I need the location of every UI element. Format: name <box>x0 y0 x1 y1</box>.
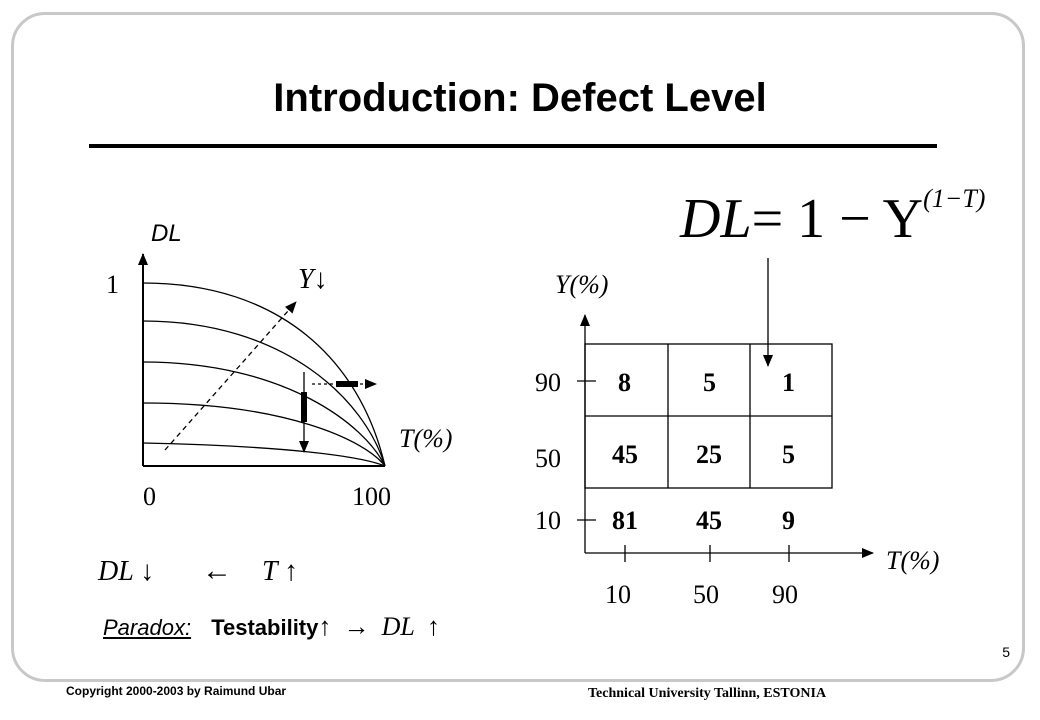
row-label-10: 10 <box>535 506 561 535</box>
curve-1 <box>143 283 385 466</box>
paradox-testability: Testability <box>211 615 319 640</box>
paradox-right-arrow: → <box>343 612 370 641</box>
table-cell: 1 <box>782 368 795 397</box>
formula <box>680 184 986 250</box>
x-end-label: 100 <box>352 482 391 511</box>
page-number: 5 <box>1002 644 1010 660</box>
table-cell: 5 <box>782 440 795 469</box>
y-arrow-label: Y↓ <box>298 264 328 295</box>
t-up-label: T ↑ <box>262 556 299 587</box>
col-label-10: 10 <box>605 580 631 609</box>
formula-body: = 1 − Y <box>751 188 924 250</box>
paradox-line <box>103 612 440 642</box>
formula-lhs: DL <box>680 188 752 250</box>
table-cell: 5 <box>703 368 716 397</box>
y-decrease-arrow <box>165 302 296 450</box>
row-label-90: 90 <box>535 368 561 397</box>
x-start-label: 0 <box>143 482 156 511</box>
footer-institution: Technical University Tallinn, ESTONIA <box>588 686 827 701</box>
table-cell: 9 <box>782 506 795 535</box>
dl-axis-label: DL <box>151 220 182 247</box>
table-y-label: Y(%) <box>555 270 609 299</box>
footer-copyright: Copyright 2000-2003 by Raimund Ubar <box>66 684 287 698</box>
table-cell: 25 <box>696 440 722 469</box>
paradox-dl: DL <box>381 612 415 641</box>
paradox-label: Paradox: <box>103 615 192 640</box>
col-label-90: 90 <box>772 580 798 609</box>
col-label-50: 50 <box>693 580 719 609</box>
slide-title: Introduction: Defect Level <box>273 76 767 120</box>
curve-5 <box>143 443 385 466</box>
paradox-up-arrow-2: ↑ <box>427 612 440 641</box>
t-axis-label: T(%) <box>399 424 453 453</box>
table-cell: 8 <box>618 368 631 397</box>
paradox-up-arrow: ↑ <box>318 612 332 641</box>
table-cell: 45 <box>696 506 722 535</box>
table-cell: 81 <box>612 506 638 535</box>
y-tick-label: 1 <box>106 270 119 299</box>
row-label-50: 50 <box>535 444 561 473</box>
implies-left-arrow: ← <box>202 554 232 587</box>
table-cell: 45 <box>612 440 638 469</box>
table-x-label: T(%) <box>886 546 940 575</box>
dl-down-label: DL ↓ <box>98 556 155 587</box>
formula-exponent: (1−T) <box>923 184 986 213</box>
